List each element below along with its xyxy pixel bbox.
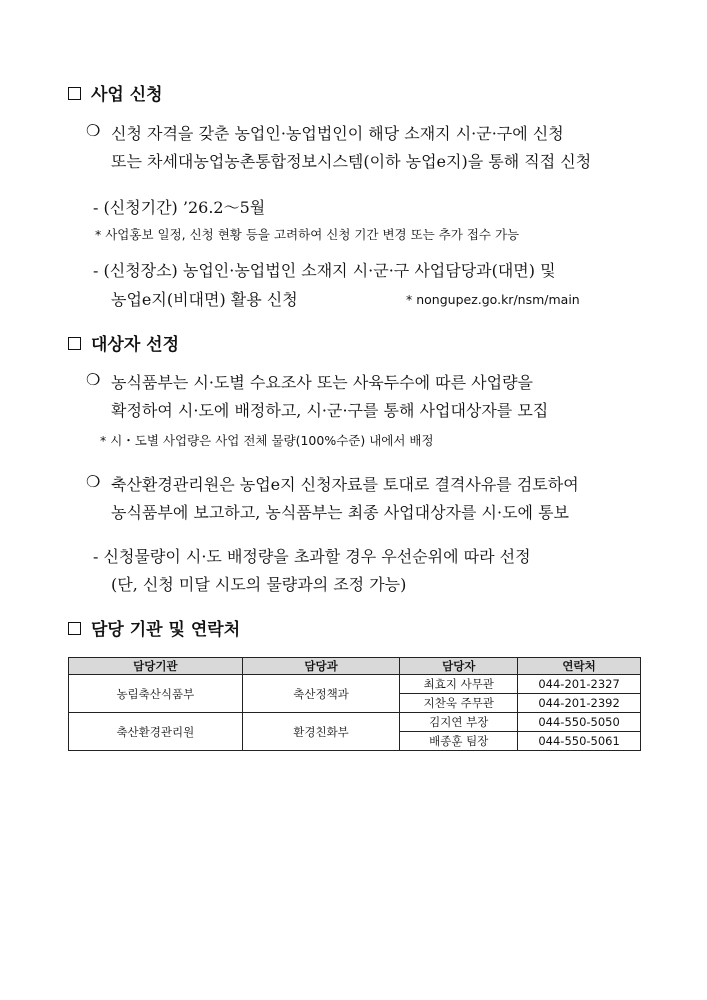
circle-bullet-icon: ❍ bbox=[86, 472, 101, 491]
apply-paragraph-line2: 또는 차세대농업농촌통합정보시스템(이하 농업e지)을 통해 직접 신청 bbox=[111, 152, 592, 171]
circle-bullet-icon: ❍ bbox=[86, 121, 101, 140]
select-paragraph3-line1: - 신청물량이 시·도 배정량을 초과할 경우 우선순위에 따라 선정 bbox=[93, 547, 531, 566]
apply-period: - (신청기간) ’26.2～5월 bbox=[93, 198, 266, 217]
apply-url-note: * nongupez.go.kr/nsm/main bbox=[406, 292, 580, 307]
section-heading-select bbox=[68, 330, 179, 355]
section-heading-text: 사업 신청 bbox=[91, 85, 163, 105]
section-heading-contact bbox=[68, 615, 240, 640]
circle-bullet-icon: ❍ bbox=[86, 370, 101, 389]
checkbox-square-icon bbox=[68, 337, 81, 350]
table-header-cell: 담당자 bbox=[400, 658, 518, 675]
select-paragraph3-line2: (단, 신청 미달 시도의 물량과의 조정 가능) bbox=[111, 575, 407, 594]
apply-paragraph-line1: 신청 자격을 갖춘 농업인·농업법인이 해당 소재지 시·군·구에 신청 bbox=[111, 124, 564, 143]
table-row bbox=[69, 713, 641, 732]
phone-cell: 044-550-5061 bbox=[518, 732, 641, 751]
phone-cell: 044-550-5050 bbox=[518, 713, 641, 732]
phone-cell: 044-201-2327 bbox=[518, 675, 641, 694]
select-paragraph1-line1: 농식품부는 시·도별 수요조사 또는 사육두수에 따른 사업량을 bbox=[111, 373, 534, 392]
section-heading-apply bbox=[68, 80, 163, 105]
apply-place-line2: 농업e지(비대면) 활용 신청 bbox=[111, 290, 298, 309]
table-row bbox=[69, 675, 641, 694]
apply-period-note: * 사업홍보 일정, 신청 현황 등을 고려하여 신청 기간 변경 또는 추가 접수 가능 bbox=[95, 227, 520, 242]
person-cell: 지찬욱 주무관 bbox=[400, 694, 518, 713]
table-header-row bbox=[69, 658, 641, 675]
apply-place-line1: - (신청장소) 농업인·농업법인 소재지 시·군·구 사업담당과(대면) 및 bbox=[93, 261, 556, 280]
section-heading-text: 담당 기관 및 연락처 bbox=[91, 620, 241, 640]
person-cell: 배종훈 팀장 bbox=[400, 732, 518, 751]
agency-cell: 축산환경관리원 bbox=[69, 713, 243, 751]
department-cell: 환경친화부 bbox=[242, 713, 400, 751]
phone-cell: 044-201-2392 bbox=[518, 694, 641, 713]
table-header-cell: 담당기관 bbox=[69, 658, 243, 675]
agency-cell: 농림축산식품부 bbox=[69, 675, 243, 713]
checkbox-square-icon bbox=[68, 87, 81, 100]
select-paragraph2-line2: 농식품부에 보고하고, 농식품부는 최종 사업대상자를 시·도에 통보 bbox=[111, 503, 570, 522]
table-header-cell: 연락처 bbox=[518, 658, 641, 675]
select-paragraph1-line2: 확정하여 시·도에 배정하고, 시·군·구를 통해 사업대상자를 모집 bbox=[111, 401, 549, 420]
person-cell: 최효지 사무관 bbox=[400, 675, 518, 694]
select-paragraph2-line1: 축산환경관리원은 농업e지 신청자료를 토대로 결격사유를 검토하여 bbox=[111, 475, 579, 494]
contact-table bbox=[68, 657, 641, 751]
person-cell: 김지연 부장 bbox=[400, 713, 518, 732]
select-paragraph1-note: * 시・도별 사업량은 사업 전체 물량(100%수준) 내에서 배정 bbox=[100, 433, 434, 448]
checkbox-square-icon bbox=[68, 622, 81, 635]
department-cell: 축산정책과 bbox=[242, 675, 400, 713]
table-header-cell: 담당과 bbox=[242, 658, 400, 675]
section-heading-text: 대상자 선정 bbox=[91, 335, 180, 355]
